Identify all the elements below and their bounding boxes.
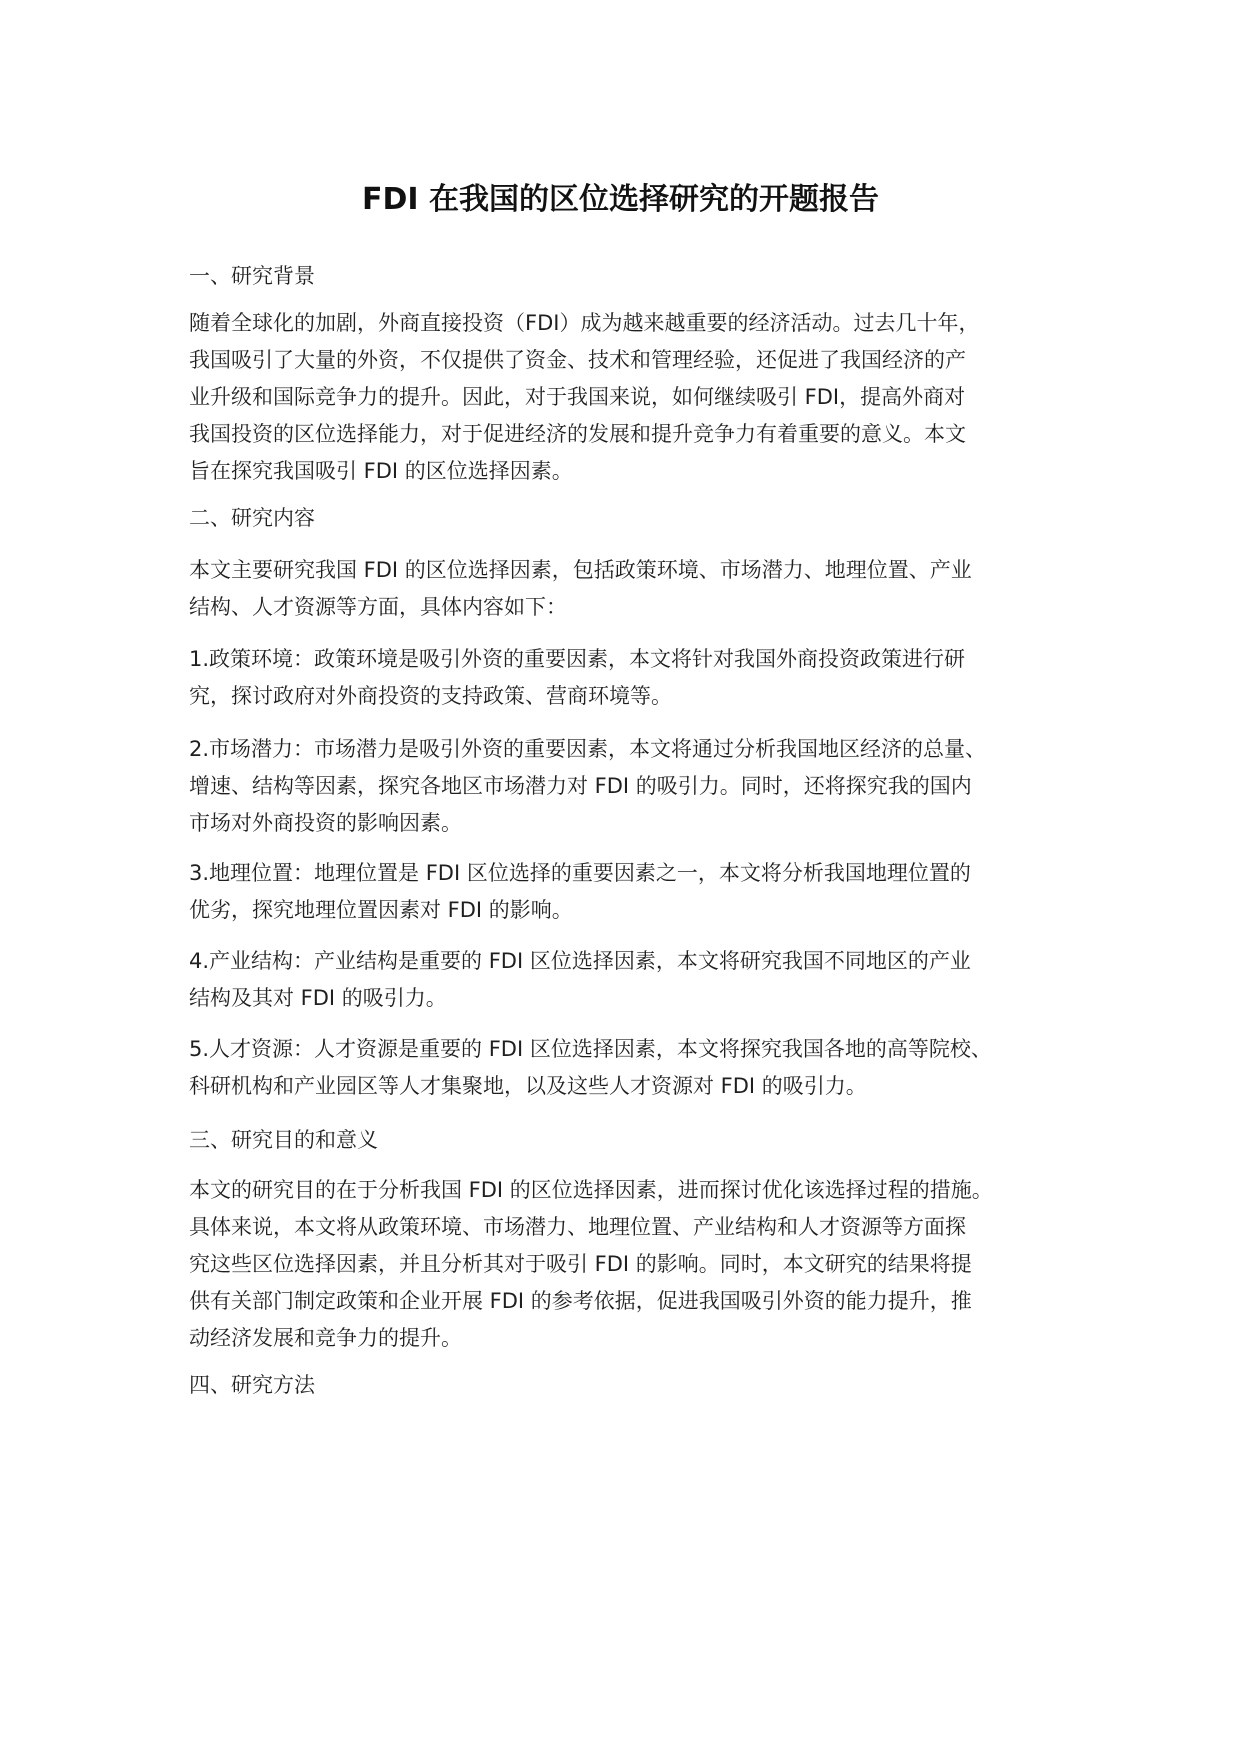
text-line: 随着全球化的加剧，外商直接投资（FDI）成为越来越重要的经济活动。过去几十年， bbox=[189, 311, 980, 335]
text-line: 本文的研究目的在于分析我国 FDI 的区位选择因素，进而探讨优化该选择过程的措施。 bbox=[189, 1178, 993, 1202]
paragraph-purpose bbox=[189, 1172, 1069, 1357]
text-line: 供有关部门制定政策和企业开展 FDI 的参考依据，促进我国吸引外资的能力提升，推 bbox=[189, 1289, 972, 1313]
paragraph-item-policy bbox=[189, 641, 1069, 715]
text-line: 市场对外商投资的影响因素。 bbox=[189, 811, 462, 835]
text-line: 优劣，探究地理位置因素对 FDI 的影响。 bbox=[189, 898, 573, 922]
text-line: 2.市场潜力：市场潜力是吸引外资的重要因素，本文将通过分析我国地区经济的总量、 bbox=[189, 737, 987, 761]
text-line: 结构及其对 FDI 的吸引力。 bbox=[189, 986, 447, 1010]
document-title: FDI 在我国的区位选择研究的开题报告 bbox=[361, 182, 879, 217]
paragraph-background bbox=[189, 305, 1069, 490]
text-line: 我国投资的区位选择能力，对于促进经济的发展和提升竞争力有着重要的意义。本文 bbox=[189, 422, 966, 446]
text-line: 旨在探究我国吸引 FDI 的区位选择因素。 bbox=[189, 459, 573, 483]
paragraph-item-market bbox=[189, 731, 1069, 842]
text-line: 具体来说，本文将从政策环境、市场潜力、地理位置、产业结构和人才资源等方面探 bbox=[189, 1215, 966, 1239]
section-heading-content: 二、研究内容 bbox=[189, 506, 315, 530]
text-line: 3.地理位置：地理位置是 FDI 区位选择的重要因素之一，本文将分析我国地理位置的 bbox=[189, 861, 971, 885]
paragraph-item-geography bbox=[189, 855, 1069, 929]
text-line: 4.产业结构：产业结构是重要的 FDI 区位选择因素，本文将研究我国不同地区的产业 bbox=[189, 949, 971, 973]
section-heading-method: 四、研究方法 bbox=[189, 1373, 315, 1397]
text-line: 业升级和国际竞争力的提升。因此，对于我国来说，如何继续吸引 FDI，提高外商对 bbox=[189, 385, 966, 409]
text-line: 科研机构和产业园区等人才集聚地，以及这些人才资源对 FDI 的吸引力。 bbox=[189, 1074, 867, 1098]
text-line: 本文主要研究我国 FDI 的区位选择因素，包括政策环境、市场潜力、地理位置、产业 bbox=[189, 558, 972, 582]
text-line: 究，探讨政府对外商投资的支持政策、营商环境等。 bbox=[189, 684, 672, 708]
text-line: 结构、人才资源等方面，具体内容如下： bbox=[189, 595, 567, 619]
section-heading-purpose: 三、研究目的和意义 bbox=[189, 1128, 378, 1152]
text-line: 动经济发展和竞争力的提升。 bbox=[189, 1326, 462, 1350]
text-line: 5.人才资源：人才资源是重要的 FDI 区位选择因素，本文将探究我国各地的高等院校、 bbox=[189, 1037, 992, 1061]
paragraph-item-industry bbox=[189, 943, 1069, 1017]
text-line: 我国吸引了大量的外资，不仅提供了资金、技术和管理经验，还促进了我国经济的产 bbox=[189, 348, 966, 372]
paragraph-content-intro bbox=[189, 552, 1069, 626]
section-heading-background: 一、研究背景 bbox=[189, 264, 315, 288]
text-line: 究这些区位选择因素，并且分析其对于吸引 FDI 的影响。同时，本文研究的结果将提 bbox=[189, 1252, 972, 1276]
text-line: 1.政策环境：政策环境是吸引外资的重要因素，本文将针对我国外商投资政策进行研 bbox=[189, 647, 966, 671]
text-line: 增速、结构等因素，探究各地区市场潜力对 FDI 的吸引力。同时，还将探究我的国内 bbox=[189, 774, 972, 798]
paragraph-item-talent bbox=[189, 1031, 1069, 1105]
